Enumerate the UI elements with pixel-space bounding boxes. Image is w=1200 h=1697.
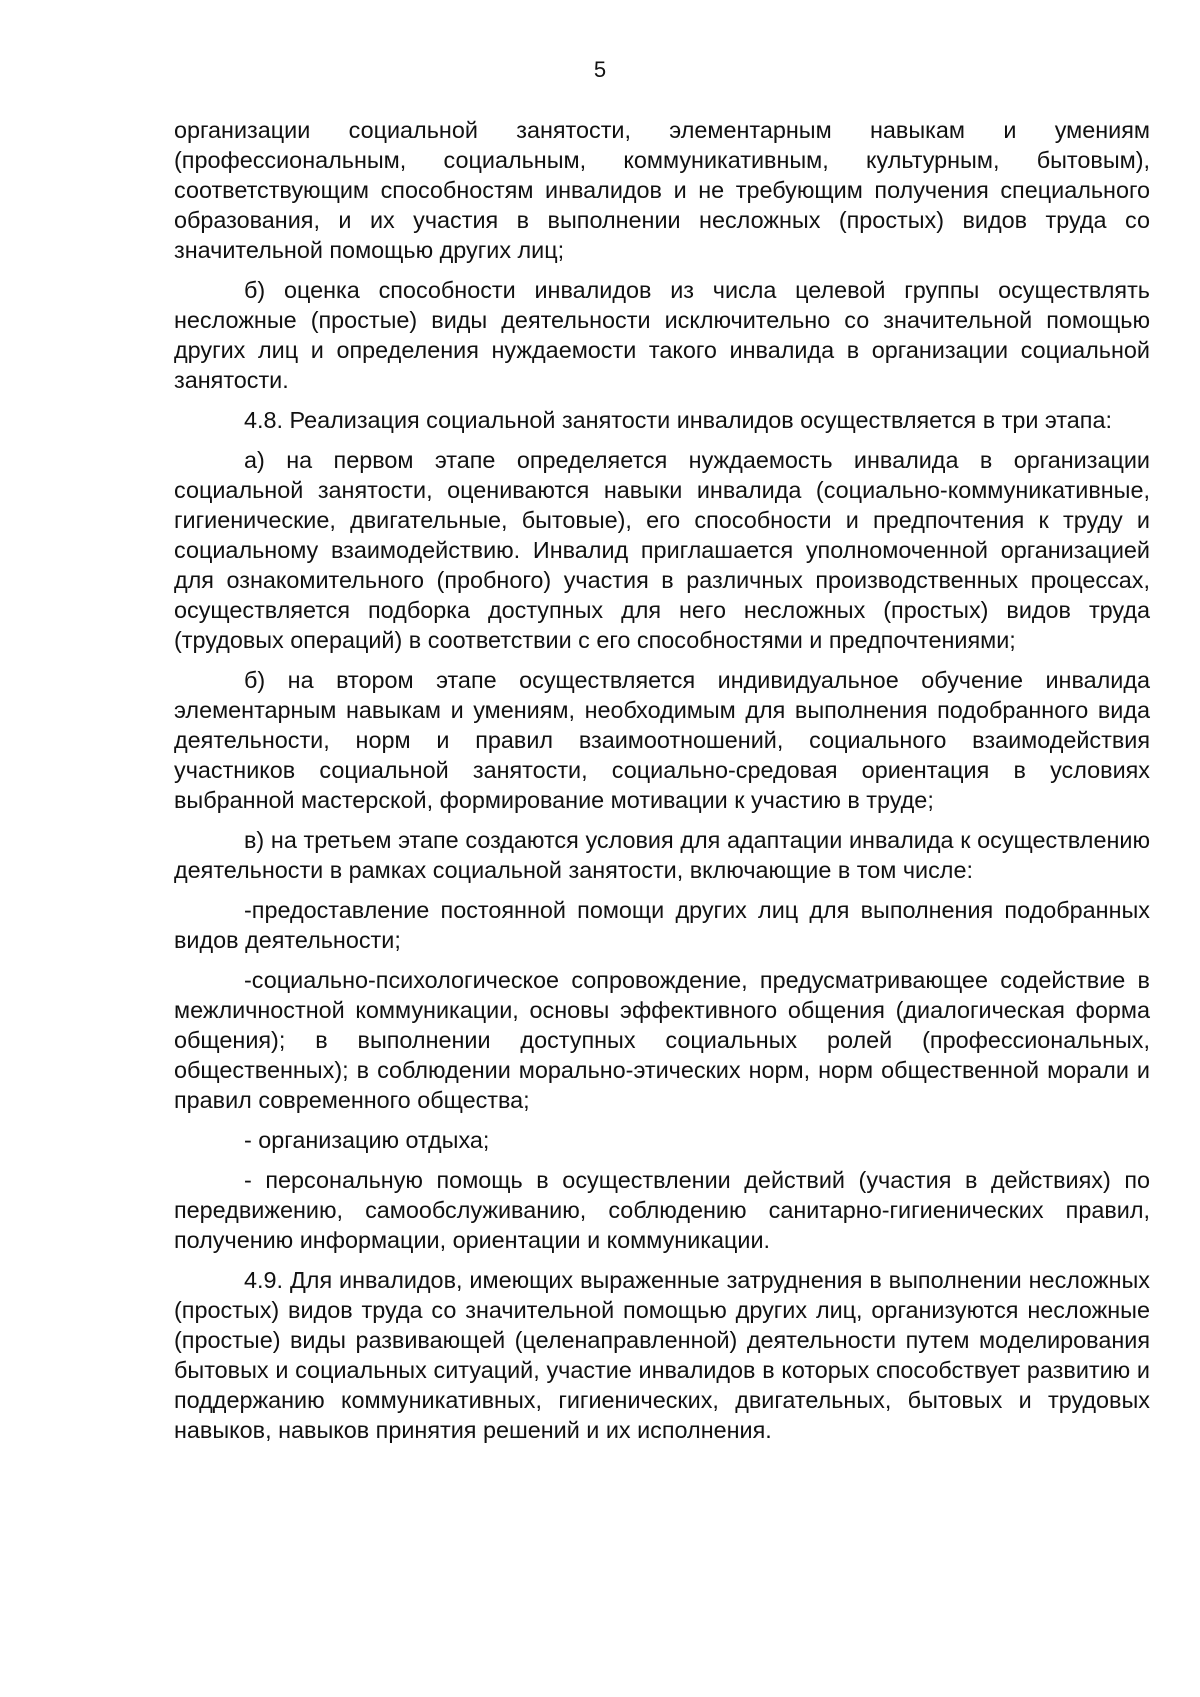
page-number: 5	[593, 57, 607, 82]
paragraph-bullet-assistance: -предоставление постоянной помощи других лиц для выполнения подобранных видов деятельности;	[174, 897, 1150, 953]
paragraph-stage-two: б) на втором этапе осуществляется индивидуальное обучение инвалида элементарным навыкам и умениям, необходимым для выполнения подобранного вида деятельности, норм и правил взаимоотношений, социального взаимодействия участников социальной занятости, социально-средовая ориентация в условиях выбранной мастерской, формирование мотивации к участию в труде;	[174, 667, 1150, 813]
paragraph-stage-three: в) на третьем этапе создаются условия для адаптации инвалида к осуществлению деятельности в рамках социальной занятости, включающие в том числе:	[174, 827, 1150, 883]
paragraph-item-b-assessment: б) оценка способности инвалидов из числа целевой группы осуществлять несложные (простые) виды деятельности исключительно со значительной помощью других лиц и определения нуждаемости такого инвалида в организации социальной занятости.	[174, 277, 1150, 393]
paragraph-stage-one: а) на первом этапе определяется нуждаемость инвалида в организации социальной занятости, оцениваются навыки инвалида (социально-коммуникативные, гигиенические, двигательные, бытовые), его способности и предпочтения к труду и социальному взаимодействию. Инвалид приглашается уполномоченной организацией для ознакомительного (пробного) участия в различных производственных процессах, осуществляется подборка доступных для него несложных (простых) видов труда (трудовых операций) в соответствии с его способностями и предпочтениями;	[174, 447, 1150, 653]
paragraph-bullet-personal-help: - персональную помощь в осуществлении действий (участия в действиях) по передвижению, самообслуживанию, соблюдению санитарно-гигиенических правил, получению информации, ориентации и коммуникации.	[174, 1167, 1150, 1253]
paragraph-bullet-rest: - организацию отдыха;	[244, 1127, 490, 1153]
paragraph-section-4-8: 4.8. Реализация социальной занятости инвалидов осуществляется в три этапа:	[244, 407, 1112, 433]
paragraph-continuation: организации социальной занятости, элементарным навыкам и умениям (профессиональным, социальным, коммуникативным, культурным, бытовым), соответствующим способностям инвалидов и не требующим получения специального образования, и их участия в выполнении несложных (простых) видов труда со значительной помощью других лиц;	[174, 117, 1150, 263]
paragraph-bullet-psychological-support: -социально-психологическое сопровождение, предусматривающее содействие в межличностной коммуникации, основы эффективного общения (диалогическая форма общения); в выполнении доступных социальных ролей (профессиональных, общественных); в соблюдении морально-этических норм, норм общественной морали и правил современного общества;	[174, 967, 1150, 1113]
paragraph-section-4-9: 4.9. Для инвалидов, имеющих выраженные затруднения в выполнении несложных (простых) видов труда со значительной помощью других лиц, организуются несложные (простые) виды развивающей (целенаправленной) деятельности путем моделирования бытовых и социальных ситуаций, участие инвалидов в которых способствует развитию и поддержанию коммуникативных, гигиенических, двигательных, бытовых и трудовых навыков, навыков принятия решений и их исполнения.	[174, 1267, 1150, 1443]
document-body	[174, 115, 1150, 1455]
